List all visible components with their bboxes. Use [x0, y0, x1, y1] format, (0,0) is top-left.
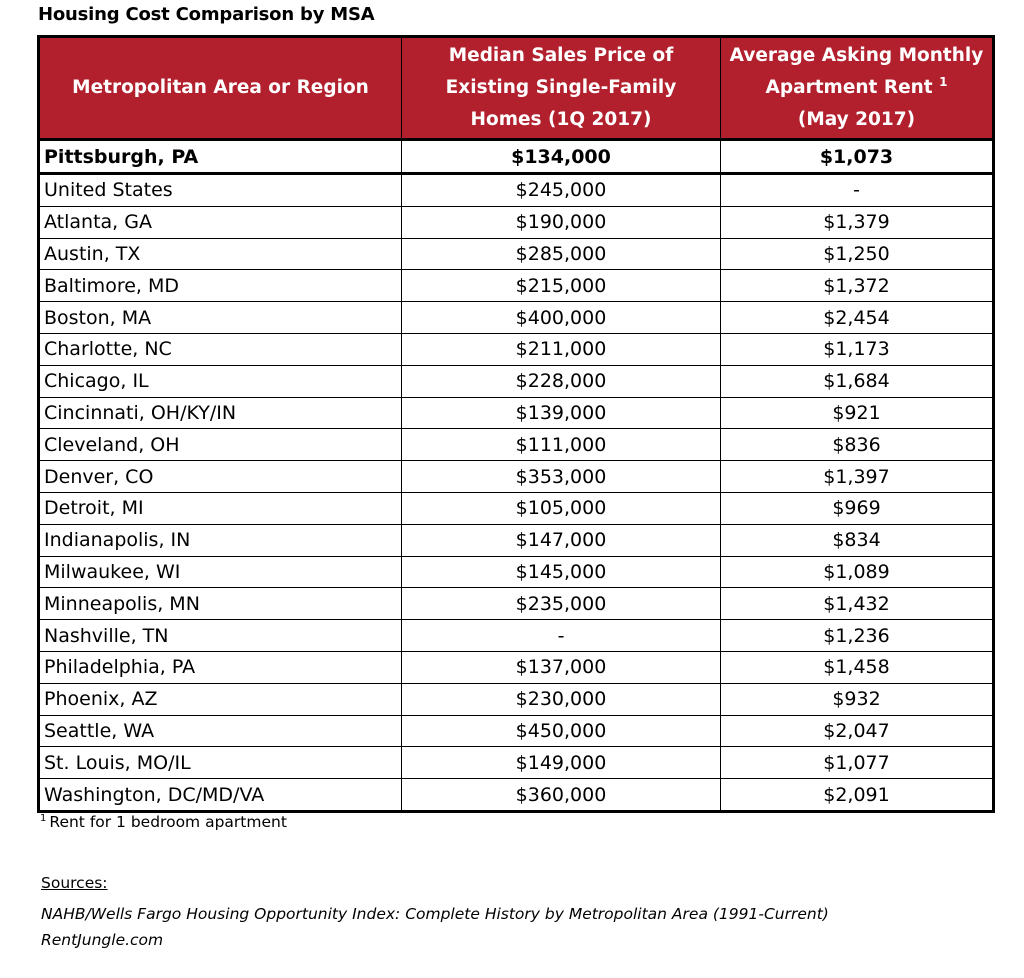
table-row	[39, 779, 994, 812]
rent-cell: $932	[721, 683, 994, 715]
price-cell: $149,000	[402, 747, 721, 779]
price-cell: $147,000	[402, 524, 721, 556]
table-row-highlight	[39, 140, 994, 174]
page-title: Housing Cost Comparison by MSA	[38, 4, 375, 25]
region-cell: Boston, MA	[39, 302, 402, 334]
region-cell: Milwaukee, WI	[39, 556, 402, 588]
table-row	[39, 333, 994, 365]
price-cell: $190,000	[402, 206, 721, 238]
price-cell: $134,000	[402, 140, 721, 174]
price-cell: -	[402, 620, 721, 652]
rent-cell: $1,250	[721, 238, 994, 270]
footnote	[40, 813, 287, 831]
price-cell: $285,000	[402, 238, 721, 270]
region-cell: Indianapolis, IN	[39, 524, 402, 556]
table-row	[39, 588, 994, 620]
table-row	[39, 302, 994, 334]
price-cell: $105,000	[402, 492, 721, 524]
table-row	[39, 620, 994, 652]
region-cell: Detroit, MI	[39, 492, 402, 524]
region-cell: Seattle, WA	[39, 715, 402, 747]
region-cell: Minneapolis, MN	[39, 588, 402, 620]
rent-cell: $1,432	[721, 588, 994, 620]
rent-cell: $2,454	[721, 302, 994, 334]
rent-cell: $836	[721, 429, 994, 461]
rent-cell: $1,077	[721, 747, 994, 779]
region-cell: Chicago, IL	[39, 365, 402, 397]
table-row	[39, 429, 994, 461]
column-header-rent-line1: Average Asking Monthly	[729, 45, 984, 66]
region-cell: Phoenix, AZ	[39, 683, 402, 715]
region-cell: United States	[39, 174, 402, 207]
rent-cell: $1,372	[721, 270, 994, 302]
column-header-rent-line2: Apartment Rent	[765, 77, 933, 98]
sources-heading: Sources:	[41, 874, 108, 892]
price-cell: $145,000	[402, 556, 721, 588]
table-row	[39, 238, 994, 270]
price-cell: $139,000	[402, 397, 721, 429]
rent-cell: $2,091	[721, 779, 994, 812]
table-row	[39, 747, 994, 779]
price-cell: $230,000	[402, 683, 721, 715]
price-cell: $215,000	[402, 270, 721, 302]
table-header-row	[39, 37, 994, 140]
table-row	[39, 556, 994, 588]
rent-cell: $1,073	[721, 140, 994, 174]
region-cell: St. Louis, MO/IL	[39, 747, 402, 779]
price-cell: $400,000	[402, 302, 721, 334]
table-row	[39, 524, 994, 556]
column-header-price-line3: Homes (1Q 2017)	[470, 109, 652, 130]
region-cell: Nashville, TN	[39, 620, 402, 652]
region-cell: Denver, CO	[39, 461, 402, 493]
source-item: NAHB/Wells Fargo Housing Opportunity Index: Complete History by Metropolitan Area (1991-Current)	[41, 905, 829, 923]
price-cell: $450,000	[402, 715, 721, 747]
source-item: RentJungle.com	[41, 931, 164, 949]
region-cell: Philadelphia, PA	[39, 651, 402, 683]
table-row	[39, 715, 994, 747]
rent-cell: $1,089	[721, 556, 994, 588]
column-header-rent-line3: (May 2017)	[797, 109, 916, 130]
rent-cell: $969	[721, 492, 994, 524]
column-header-median-price	[402, 37, 721, 140]
price-cell: $228,000	[402, 365, 721, 397]
table-row	[39, 365, 994, 397]
table-row	[39, 461, 994, 493]
price-cell: $360,000	[402, 779, 721, 812]
footnote-marker: 1	[40, 812, 47, 824]
rent-cell: $1,173	[721, 333, 994, 365]
price-cell: $245,000	[402, 174, 721, 207]
price-cell: $137,000	[402, 651, 721, 683]
region-cell: Washington, DC/MD/VA	[39, 779, 402, 812]
rent-cell: $1,379	[721, 206, 994, 238]
table-row	[39, 683, 994, 715]
region-cell: Atlanta, GA	[39, 206, 402, 238]
table-row	[39, 174, 994, 207]
price-cell: $111,000	[402, 429, 721, 461]
footnote-marker: 1	[939, 74, 948, 89]
column-header-region-label: Metropolitan Area or Region	[72, 77, 369, 98]
table-row	[39, 270, 994, 302]
column-header-price-line1: Median Sales Price of	[448, 45, 674, 66]
rent-cell: $1,458	[721, 651, 994, 683]
region-cell: Austin, TX	[39, 238, 402, 270]
table-row	[39, 492, 994, 524]
price-cell: $353,000	[402, 461, 721, 493]
rent-cell: $1,684	[721, 365, 994, 397]
rent-cell: $1,397	[721, 461, 994, 493]
rent-cell: $834	[721, 524, 994, 556]
region-cell: Pittsburgh, PA	[39, 140, 402, 174]
rent-cell: $1,236	[721, 620, 994, 652]
region-cell: Baltimore, MD	[39, 270, 402, 302]
region-cell: Cincinnati, OH/KY/IN	[39, 397, 402, 429]
column-header-price-line2: Existing Single-Family	[445, 77, 677, 98]
region-cell: Cleveland, OH	[39, 429, 402, 461]
table-row	[39, 651, 994, 683]
region-cell: Charlotte, NC	[39, 333, 402, 365]
footnote-text: Rent for 1 bedroom apartment	[49, 813, 287, 831]
housing-cost-table	[37, 35, 995, 813]
price-cell: $211,000	[402, 333, 721, 365]
rent-cell: -	[721, 174, 994, 207]
table-row	[39, 206, 994, 238]
column-header-monthly-rent	[721, 37, 994, 140]
rent-cell: $921	[721, 397, 994, 429]
column-header-region	[39, 37, 402, 140]
table-row	[39, 397, 994, 429]
price-cell: $235,000	[402, 588, 721, 620]
rent-cell: $2,047	[721, 715, 994, 747]
